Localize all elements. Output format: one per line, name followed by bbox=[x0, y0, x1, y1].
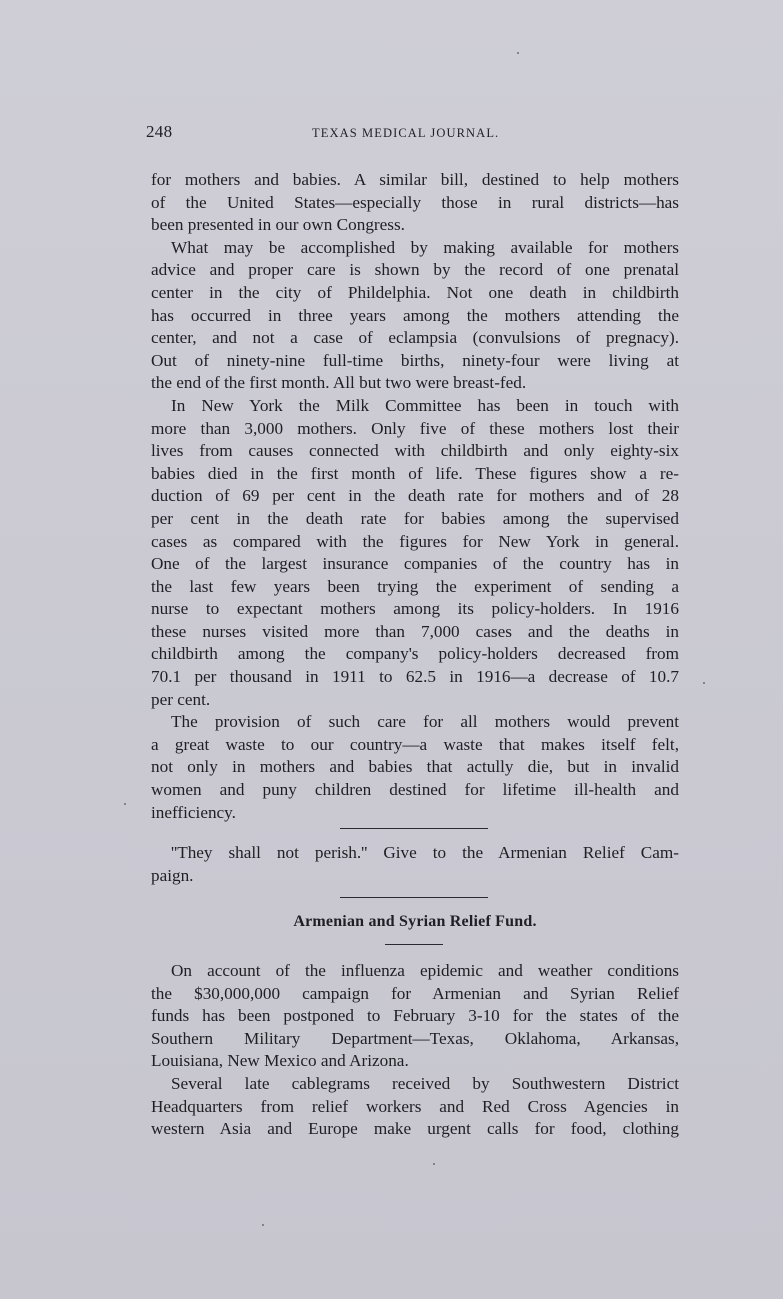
text-line: Several late cablegrams received by Southwestern District bbox=[171, 1073, 679, 1093]
text-line: The provision of such care for all mothers would prevent bbox=[171, 712, 679, 732]
text-line: western Asia and Europe make urgent calls for food, clothing bbox=[151, 1119, 679, 1139]
section-heading: Armenian and Syrian Relief Fund. bbox=[293, 913, 537, 930]
text-line: these nurses visited more than 7,000 cases and the deaths in bbox=[151, 621, 679, 641]
heading-underline bbox=[385, 944, 443, 945]
text-line: One of the largest insurance companies of the country has in bbox=[151, 554, 679, 574]
paper-speck bbox=[262, 1224, 264, 1226]
paper-speck bbox=[124, 803, 126, 805]
paper-speck bbox=[433, 1163, 435, 1165]
section-divider bbox=[340, 828, 488, 829]
paper-speck bbox=[703, 682, 705, 684]
text-line: advice and proper care is shown by the record of one prenatal bbox=[151, 260, 679, 280]
text-line: 70.1 per thousand in 1911 to 62.5 in 1916—a decrease of 10.7 bbox=[151, 667, 679, 687]
text-line: Southern Military Department—Texas, Oklahoma, Arkansas, bbox=[151, 1028, 679, 1048]
paper-speck bbox=[517, 52, 519, 54]
page-number: 248 bbox=[146, 122, 173, 141]
text-line: a great waste to our country—a waste that makes itself felt, bbox=[151, 734, 679, 754]
text-line: Headquarters from relief workers and Red Cross Agencies in bbox=[151, 1096, 679, 1116]
text-line: inefficiency. bbox=[151, 802, 236, 822]
text-line: Out of ninety-nine full-time births, ninety-four were living at bbox=[151, 350, 679, 370]
text-line: center, and not a case of eclampsia (convulsions of pregnacy). bbox=[151, 328, 679, 348]
text-line: women and puny children destined for lifetime ill-health and bbox=[151, 780, 679, 800]
text-line: In New York the Milk Committee has been in touch with bbox=[171, 395, 679, 415]
text-line: duction of 69 per cent in the death rate for mothers and of 28 bbox=[151, 486, 679, 506]
text-line: funds has been postponed to February 3-10 for the states of the bbox=[151, 1006, 679, 1026]
text-line: the end of the first month. All but two were breast-fed. bbox=[151, 373, 527, 393]
text-line: per cent. bbox=[151, 689, 211, 709]
running-head: TEXAS MEDICAL JOURNAL. bbox=[312, 126, 500, 140]
text-line: babies died in the first month of life. These figures show a re- bbox=[151, 463, 679, 483]
appeal-text bbox=[151, 842, 679, 887]
text-line: more than 3,000 mothers. Only five of these mothers lost their bbox=[151, 418, 679, 438]
text-line: childbirth among the company's policy-holders decreased from bbox=[151, 644, 679, 664]
text-line: On account of the influenza epidemic and weather conditions bbox=[171, 961, 679, 980]
text-line: per cent in the death rate for babies among the supervised bbox=[151, 508, 679, 528]
text-line: the last few years been trying the experiment of sending a bbox=[151, 576, 679, 596]
text-line: not only in mothers and babies that actully die, but in invalid bbox=[151, 757, 679, 777]
text-line: the $30,000,000 campaign for Armenian and Syrian Relief bbox=[151, 983, 679, 1003]
body-text-block bbox=[151, 960, 679, 1141]
text-line: for mothers and babies. A similar bill, destined to help mothers bbox=[151, 170, 679, 189]
body-text-block bbox=[151, 169, 679, 824]
text-line: center in the city of Phildelphia. Not one death in childbirth bbox=[151, 282, 679, 302]
section-divider bbox=[340, 897, 488, 898]
text-line: ''They shall not perish.'' Give to the Armenian Relief Cam- bbox=[171, 843, 679, 862]
text-line: cases as compared with the figures for New York in general. bbox=[151, 531, 679, 551]
text-line: Louisiana, New Mexico and Arizona. bbox=[151, 1051, 409, 1071]
text-line: paign. bbox=[151, 865, 194, 885]
text-line: What may be accomplished by making available for mothers bbox=[171, 237, 679, 257]
text-line: lives from causes connected with childbirth and only eighty-six bbox=[151, 441, 679, 461]
text-line: of the United States—especially those in rural districts—has bbox=[151, 192, 679, 212]
text-line: has occurred in three years among the mothers attending the bbox=[151, 305, 679, 325]
text-line: nurse to expectant mothers among its policy-holders. In 1916 bbox=[151, 599, 679, 619]
text-line: been presented in our own Congress. bbox=[151, 215, 405, 235]
